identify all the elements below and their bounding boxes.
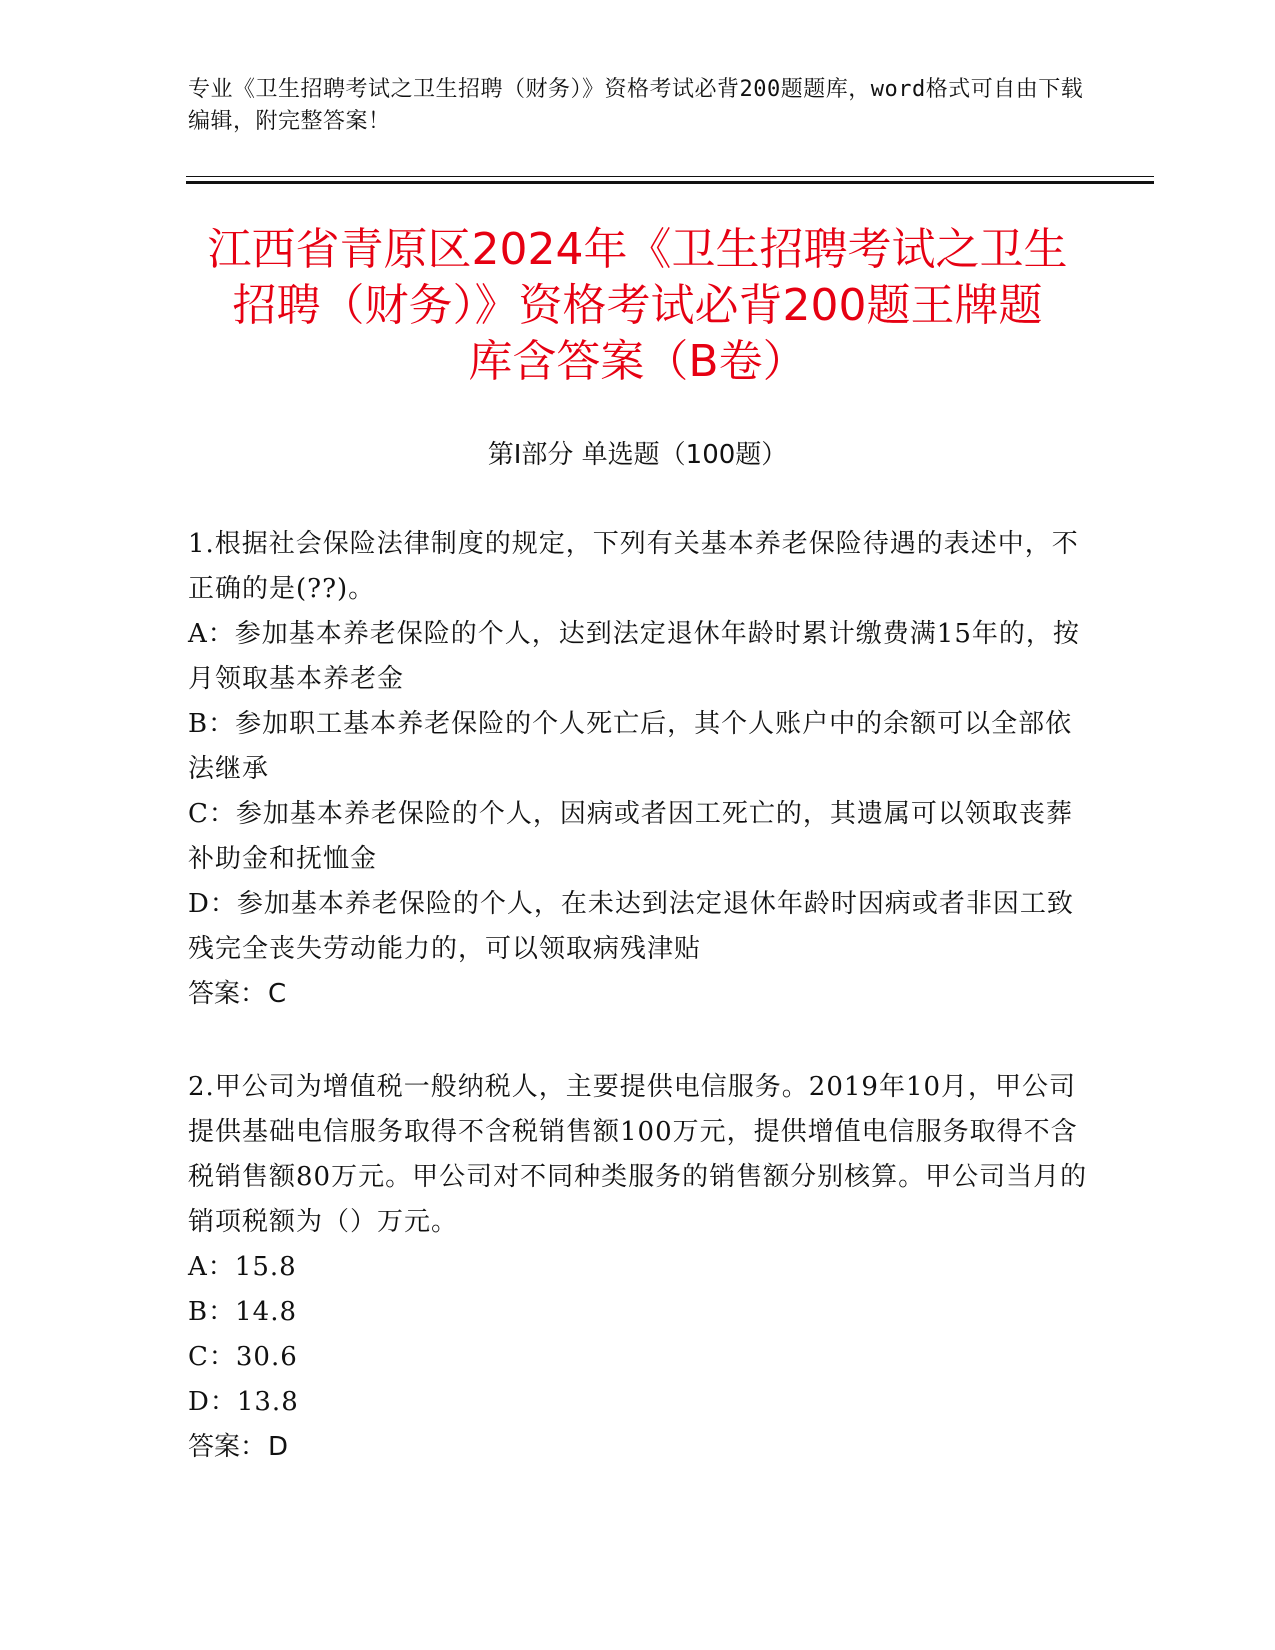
title-line: 招聘（财务）》资格考试必背200题王牌题 [232, 280, 1043, 331]
option-a: A：15.8 [188, 1252, 297, 1282]
question-text: 2.甲公司为增值税一般纳税人，主要提供电信服务。2019年10月，甲公司提供基础电信服务取得不含税销售额100万元，提供增值电信服务取得不含税销售额80万元。甲公司对不同种类服务的销售额分别核算。甲公司当月的销项税额为（）万元。 [188, 1072, 1088, 1237]
option-b: B：参加职工基本养老保险的个人死亡后，其个人账户中的余额可以全部依法继承 [188, 709, 1073, 784]
option-b: B：14.8 [188, 1297, 297, 1327]
option-c: C：30.6 [188, 1342, 298, 1372]
title-line: 江西省青原区2024年《卫生招聘考试之卫生 [207, 224, 1068, 275]
answer-line [188, 972, 1088, 1017]
answer-label: 答案： [188, 979, 267, 1009]
answer-value: D [268, 1432, 289, 1462]
option-a: A：参加基本养老保险的个人，达到法定退休年龄时累计缴费满15年的，按月领取基本养老金 [188, 619, 1080, 694]
document-title [150, 222, 1125, 390]
question-item [188, 522, 1088, 1017]
answer-label: 答案： [188, 1432, 267, 1462]
question-text: 1.根据社会保险法律制度的规定，下列有关基本养老保险待遇的表述中，不正确的是(??)。 [188, 529, 1079, 604]
option-c: C：参加基本养老保险的个人，因病或者因工死亡的，其遗属可以领取丧葬补助金和抚恤金 [188, 799, 1073, 874]
header-divider-thick [186, 181, 1154, 184]
intro-text: 专业《卫生招聘考试之卫生招聘（财务）》资格考试必背200题题库，word格式可自由下载编辑，附完整答案！ [188, 77, 1084, 134]
option-d: D：13.8 [188, 1387, 299, 1417]
header-divider-thin [186, 176, 1154, 177]
title-line: 库含答案（B卷） [468, 336, 807, 387]
question-item [188, 1065, 1088, 1470]
answer-value: C [268, 979, 287, 1009]
question-list [188, 522, 1088, 1518]
option-d: D：参加基本养老保险的个人，在未达到法定退休年龄时因病或者非因工致残完全丧失劳动能力的，可以领取病残津贴 [188, 889, 1074, 964]
answer-line [188, 1425, 1088, 1470]
section-heading: 第Ⅰ部分 单选题（100题） [487, 440, 788, 470]
